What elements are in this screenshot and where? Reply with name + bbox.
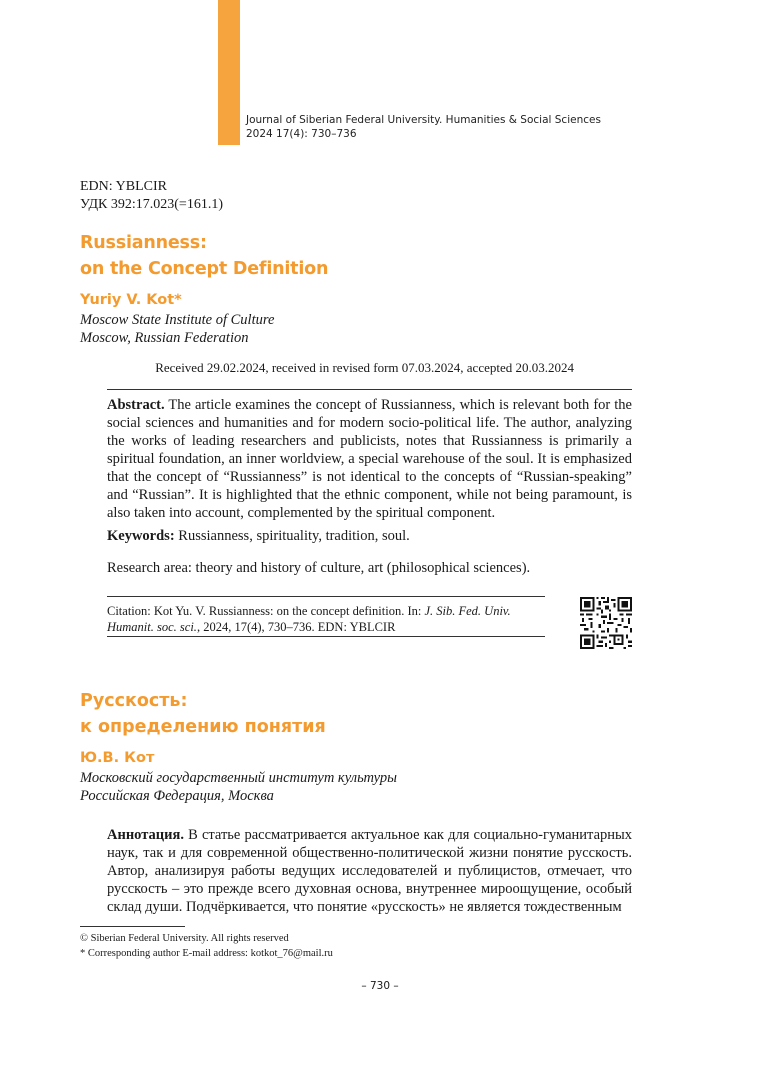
- affiliation-en-line2: Moscow, Russian Federation: [80, 330, 249, 346]
- research-area: Research area: theory and history of culture, art (philosophical sciences).: [107, 560, 531, 576]
- corresponding-author-note: * Corresponding author E-mail address: kotkot_76@mail.ru: [80, 948, 333, 959]
- keywords-label: Keywords:: [107, 528, 175, 544]
- citation-bottom-rule: [107, 636, 545, 637]
- citation-prefix: Citation: Kot Yu. V. Russianness: on the concept definition. In:: [107, 604, 425, 618]
- journal-issue: 2024 17(4): 730–736: [246, 128, 357, 140]
- article-title-en: [80, 230, 328, 282]
- title-ru-line1: Русскость:: [80, 691, 188, 711]
- abstract-ru: [107, 826, 632, 916]
- affiliation-en: [80, 311, 274, 347]
- citation-journal: J. Sib. Fed. Univ. Humanit. soc. sci.: [107, 604, 511, 634]
- journal-color-bar: [218, 0, 240, 145]
- affiliation-ru-line2: Российская Федерация, Москва: [80, 788, 274, 804]
- keywords: [107, 528, 410, 545]
- abstract-top-rule: [107, 389, 632, 390]
- footnotes: [80, 931, 333, 961]
- journal-header: [246, 113, 601, 141]
- article-identifiers: [80, 178, 223, 214]
- abstract-en: [107, 396, 632, 522]
- edn-code: EDN: YBLCIR: [80, 179, 167, 194]
- abstract-ru-text: В статье рассматривается актуальное как для социально-гуманитарных наук, так и для современной общественно-политической жизни понятие русскость. Автор, анализируя работы ведущих исследователей и публицистов, отмечает, что русскость – это прежде всего духовная основа, внутреннее мироощущение, особый склад души. Подчёркивается, что понятие «русскость» не является тождественным: [107, 827, 633, 915]
- received-dates: Received 29.02.2024, received in revised form 07.03.2024, accepted 20.03.2024: [155, 360, 574, 375]
- article-title-ru: [80, 688, 326, 740]
- journal-title: Journal of Siberian Federal University. Humanities & Social Sciences: [246, 114, 601, 126]
- title-ru-line2: к определению понятия: [80, 717, 326, 737]
- citation-suffix: , 2024, 17(4), 730–736. EDN: YBLCIR: [196, 620, 396, 634]
- page-number: – 730 –: [361, 980, 399, 992]
- author-en: Yuriy V. Kot*: [80, 292, 182, 308]
- copyright-note: © Siberian Federal University. All rights reserved: [80, 933, 289, 944]
- citation: [107, 603, 547, 635]
- footnote-rule: [80, 926, 185, 927]
- abstract-en-label: Abstract.: [107, 397, 165, 413]
- affiliation-ru-line1: Московский государственный институт культуры: [80, 770, 397, 786]
- abstract-ru-label: Аннотация.: [107, 827, 184, 843]
- affiliation-ru: [80, 769, 397, 805]
- affiliation-en-line1: Moscow State Institute of Culture: [80, 312, 275, 328]
- udk-code: УДК 392:17.023(=161.1): [80, 197, 223, 212]
- qr-code-icon[interactable]: [580, 597, 632, 649]
- author-ru: Ю.В. Кот: [80, 750, 155, 766]
- citation-top-rule: [107, 596, 545, 597]
- keywords-text: Russianness, spirituality, tradition, soul.: [178, 528, 410, 544]
- title-en-line1: Russianness:: [80, 233, 207, 253]
- abstract-en-text: The article examines the concept of Russianness, which is relevant both for the social sciences and humanities and for modern socio-political life. The author, analyzing the works of leading researchers and publicists, notes that Russianness is primarily a spiritual foundation, an inner worldview, a special warehouse of the soul. It is emphasized that the concept of “Russianness” is not identical to the concepts of “Russian-speaking” and “Russian”. It is highlighted that the ethnic component, while not being paramount, is also taken into account, complemented by the spiritual component.: [107, 397, 632, 521]
- title-en-line2: on the Concept Definition: [80, 259, 329, 279]
